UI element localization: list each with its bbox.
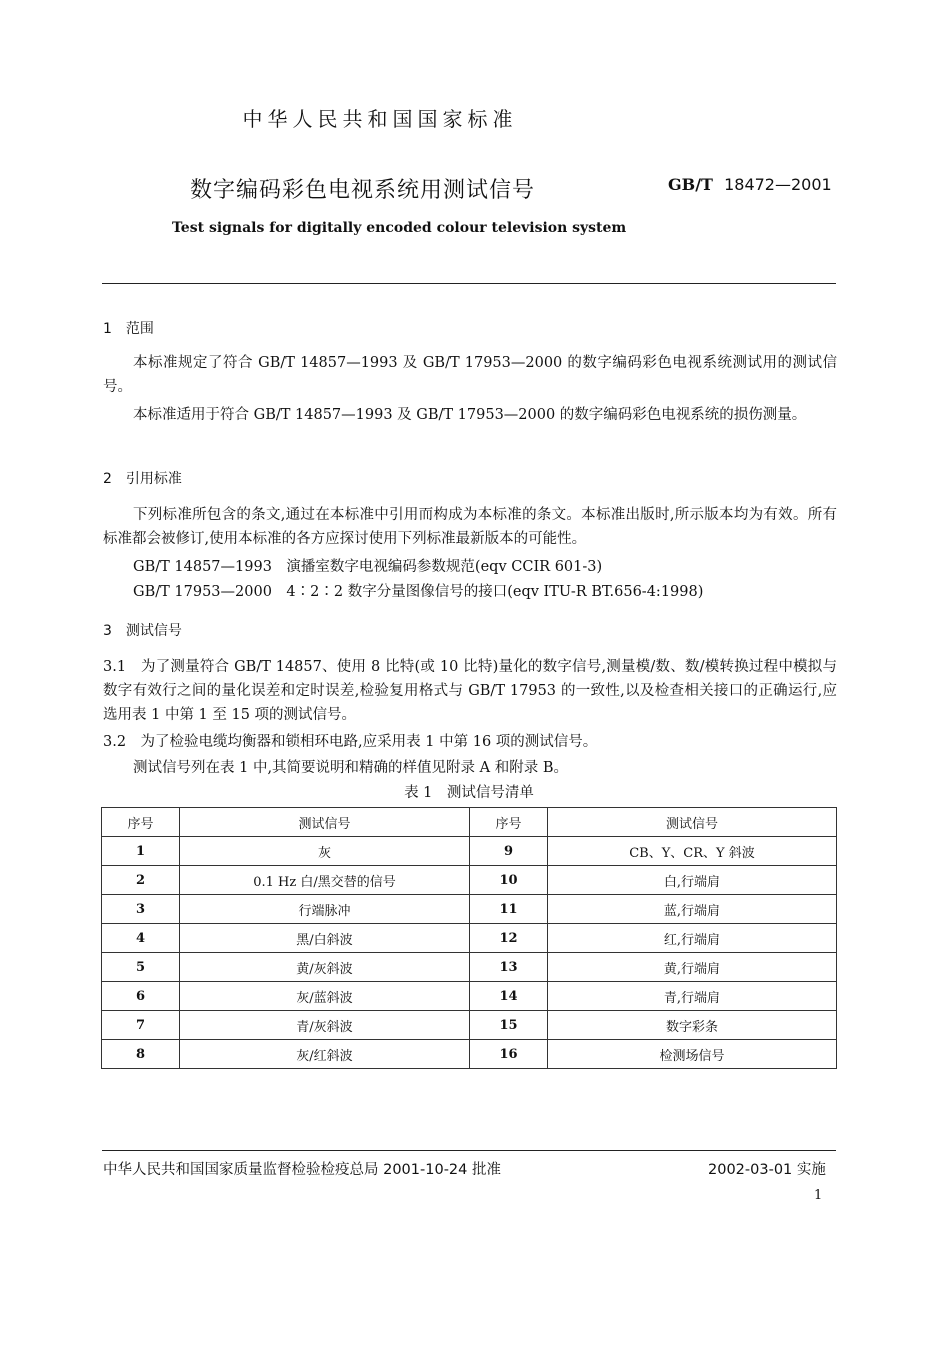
row-number: 12 xyxy=(470,924,548,953)
row-signal: 青,行端肩 xyxy=(548,982,837,1011)
row-number: 16 xyxy=(470,1040,548,1069)
test-signals-table xyxy=(101,807,837,1069)
table-row xyxy=(102,1040,837,1069)
section-3-2-paragraph: 3.2 为了检验电缆均衡器和锁相环电路,应采用表 1 中第 16 项的测试信号。 xyxy=(103,734,598,750)
reference-2: GB/T 17953—2000 4∶2∶2 数字分量图像信号的接口(eqv ITU-R BT.656-4:1998) xyxy=(133,584,704,600)
row-number: 5 xyxy=(102,953,180,982)
section-3-note: 测试信号列在表 1 中,其简要说明和精确的样值见附录 A 和附录 B。 xyxy=(133,760,569,776)
row-number: 15 xyxy=(470,1011,548,1040)
table-row xyxy=(102,924,837,953)
row-number: 14 xyxy=(470,982,548,1011)
section-2-paragraph: 下列标准所包含的条文,通过在本标准中引用而构成为本标准的条文。本标准出版时,所示版本均为有效。所有标准都会被修订,使用本标准的各方应探讨使用下列标准最新版本的可能性。 xyxy=(103,507,837,547)
approval-statement: 中华人民共和国国家质量监督检验检疫总局 2001-10-24 批准 xyxy=(103,1162,501,1178)
row-signal: 白,行端肩 xyxy=(548,866,837,895)
section-3-heading: 3 测试信号 xyxy=(103,623,182,639)
section-3-1-paragraph: 3.1 为了测量符合 GB/T 14857、使用 8 比特(或 10 比特)量化的数字信号,测量模/数、数/模转换过程中模拟与数字有效行之间的量化误差和定时误差,检验复用格式与 GB/T 17953 的一致性,以及检查相关接口的正确运行,应选用表 1 中第 1 至 15 项的测试信号。 xyxy=(103,659,837,723)
header-organization: 中华人民共和国国家标准 xyxy=(242,107,518,131)
header-no-1: 序号 xyxy=(102,808,180,837)
row-signal: 0.1 Hz 白/黑交替的信号 xyxy=(180,866,470,895)
row-signal: 蓝,行端肩 xyxy=(548,895,837,924)
section-1-paragraph-2: 本标准适用于符合 GB/T 14857—1993 及 GB/T 17953—2000 的数字编码彩色电视系统的损伤测量。 xyxy=(133,407,807,423)
row-signal: 数字彩条 xyxy=(548,1011,837,1040)
table-row xyxy=(102,866,837,895)
section-1-heading: 1 范围 xyxy=(103,321,154,337)
document-title: 数字编码彩色电视系统用测试信号 xyxy=(190,178,536,203)
row-signal: 灰/蓝斜波 xyxy=(180,982,470,1011)
table-row xyxy=(102,982,837,1011)
header-signal-2: 测试信号 xyxy=(548,808,837,837)
document-title-english: Test signals for digitally encoded colour television system xyxy=(172,220,627,236)
row-number: 4 xyxy=(102,924,180,953)
row-number: 3 xyxy=(102,895,180,924)
table-row xyxy=(102,837,837,866)
row-signal: 黑/白斜波 xyxy=(180,924,470,953)
row-number: 9 xyxy=(470,837,548,866)
standard-code-number: 18472—2001 xyxy=(724,175,832,194)
table-row xyxy=(102,953,837,982)
row-number: 1 xyxy=(102,837,180,866)
section-2-heading: 2 引用标准 xyxy=(103,471,182,487)
row-signal: 黄,行端肩 xyxy=(548,953,837,982)
row-signal: 灰 xyxy=(180,837,470,866)
row-number: 7 xyxy=(102,1011,180,1040)
row-signal: 检测场信号 xyxy=(548,1040,837,1069)
row-number: 6 xyxy=(102,982,180,1011)
row-number: 10 xyxy=(470,866,548,895)
header-no-2: 序号 xyxy=(470,808,548,837)
table-caption: 表 1 测试信号清单 xyxy=(404,785,534,801)
table-header-row xyxy=(102,808,837,837)
header-signal-1: 测试信号 xyxy=(180,808,470,837)
header-rule xyxy=(102,283,836,284)
row-number: 2 xyxy=(102,866,180,895)
standard-code xyxy=(668,175,832,194)
table-row xyxy=(102,1011,837,1040)
row-signal: 灰/红斜波 xyxy=(180,1040,470,1069)
row-signal: 黄/灰斜波 xyxy=(180,953,470,982)
reference-1: GB/T 14857—1993 演播室数字电视编码参数规范(eqv CCIR 601-3) xyxy=(133,559,603,575)
row-number: 11 xyxy=(470,895,548,924)
table-row xyxy=(102,895,837,924)
row-number: 8 xyxy=(102,1040,180,1069)
row-signal: 红,行端肩 xyxy=(548,924,837,953)
page-number: 1 xyxy=(814,1188,823,1203)
row-signal: 行端脉冲 xyxy=(180,895,470,924)
implementation-date: 2002-03-01 实施 xyxy=(708,1162,826,1178)
footer-rule xyxy=(102,1150,836,1151)
row-signal: 青/灰斜波 xyxy=(180,1011,470,1040)
section-1-paragraph-1: 本标准规定了符合 GB/T 14857—1993 及 GB/T 17953—2000 的数字编码彩色电视系统测试用的测试信号。 xyxy=(103,355,837,395)
row-number: 13 xyxy=(470,953,548,982)
standard-code-prefix: GB/T xyxy=(668,175,713,194)
row-signal: CB、Y、CR、Y 斜波 xyxy=(548,837,837,866)
